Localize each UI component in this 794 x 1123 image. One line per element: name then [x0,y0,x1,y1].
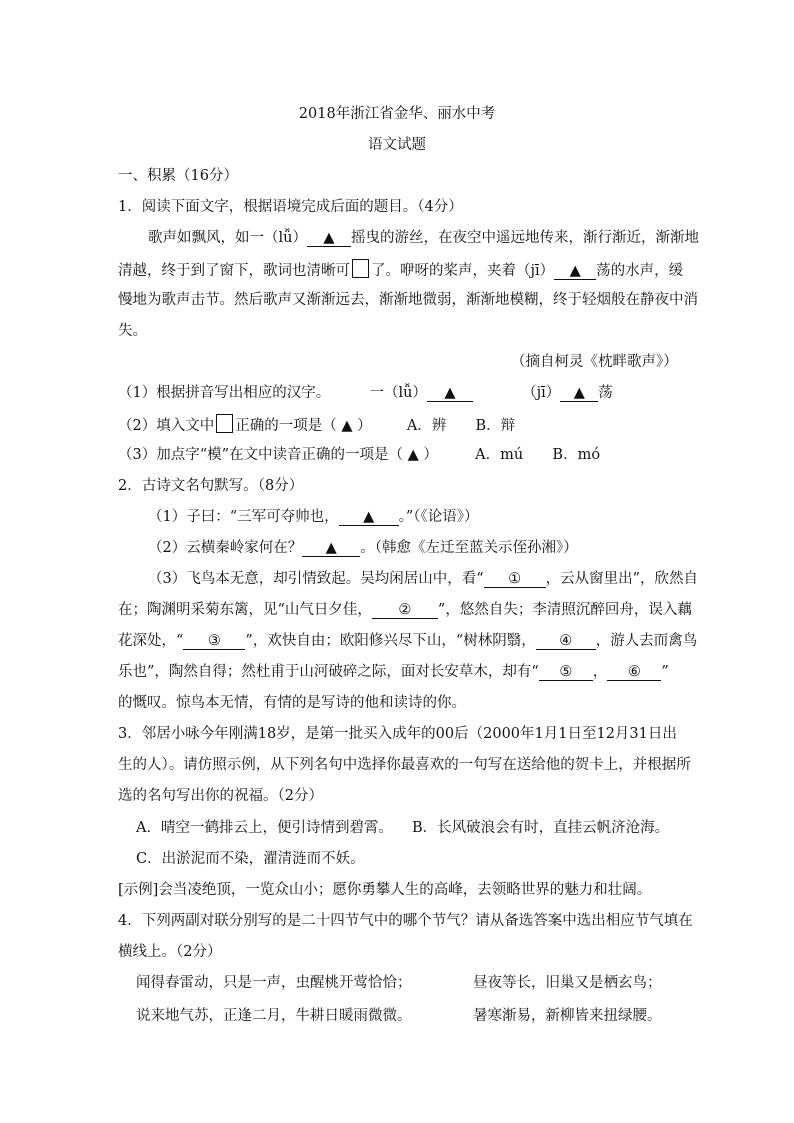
q4-couplet-1-lower: 说来地气苏，正逢二月，牛耕日暖雨微微。 [136,1008,412,1024]
q2-blank-2: ② [372,602,438,619]
q1-passage-line-1 [148,228,699,248]
section-heading: 一、积累（16分） [118,168,238,184]
q2-sub-2 [148,538,578,558]
q1-passage-text: 歌声如飘风，如一（lǚ） [148,230,307,246]
q2-sub-3-line-3 [118,631,697,651]
q2-sub-3-text: ，游人去而禽鸟 [595,633,698,649]
q3-stem-line-3: 选的名句写出你的祝福。（2分） [118,788,323,804]
q2-sub-3-line-5: 的慨叹。惊鸟本无情，有情的是写诗的他和读诗的你。 [118,695,466,711]
q1-sub-1-text: （jī） [522,385,561,401]
q3-stem-line-1: 3．邻居小咏今年刚满18岁，是第一批买入成年的00后（2000年1月1日至12月31日出 [118,726,677,742]
q1-blank-lv: ▲ [307,230,351,247]
q3-stem-line-2: 生的人）。请仿照示例，从下列名句中选择你最喜欢的一句写在送给他的贺卡上，并根据所 [118,757,691,773]
q2-sub-2-text: 。（韩愈《左迁至蓝关示侄孙湘》） [360,540,578,556]
q1-sub-3-text: （3）加点字“模”在文中读音正确的一项是（ ▲ ） [118,447,438,463]
q1-passage-text: 清越，终于到了窗下，歌词也清晰可 [118,263,350,279]
q1-stem: 1．阅读下面文字，根据语境完成后面的题目。（4分） [118,199,463,215]
q1-sub-1 [118,383,613,403]
q2-sub-3-text: ， [592,664,608,680]
q1-passage-line-3: 慢地为歌声击节。然后歌声又渐渐远去，渐渐地微弱，渐渐地模糊，终于轻烟般在静夜中消 [118,292,698,308]
q2-blank-3: ③ [183,633,245,650]
q1-sub-1-blank-a: ▲ [427,385,473,402]
q2-sub-3-text: 在；陶渊明采菊东篱，见“山气日夕佳， [118,602,372,618]
q2-sub-3-text: ，云从窗里出”，欣然自 [545,571,699,587]
exam-title: 2018年浙江省金华、丽水中考 [298,106,496,122]
q1-sub-1-blank-b: ▲ [560,385,598,402]
q1-sub-3-option-a: A．mú [475,447,524,463]
q1-source: （摘自柯灵《枕畔歌声》） [511,354,678,370]
q2-sub-2-text: （2）云横秦岭家何在？ [148,540,303,556]
q1-sub-1-text: 荡 [598,385,613,401]
q4-stem-line-2: 横线上。（2分） [118,944,222,960]
q2-sub-3-line-1 [148,569,698,589]
q1-passage-text: 了。咿呀的桨声，夹着（jī） [371,263,555,279]
q1-sub-2-text: 正确的一项是（ ▲ ） [235,418,372,434]
q1-sub-2-box [216,414,233,433]
q2-sub-1-text: 。”（《论语》） [398,509,479,525]
q2-sub-3-line-4 [118,662,669,682]
q2-sub-3-text: 花深处，“ [118,633,184,649]
q4-stem-line-1: 4．下列两副对联分别写的是二十四节气中的哪个节气？请从备选答案中选出相应节气填在 [118,913,693,929]
q1-sub-1-label: （1）根据拼音写出相应的汉字。 [118,385,331,401]
q4-couplet-2-upper: 昼夜等长，旧巢又是栖玄鸟； [473,975,662,991]
q2-blank-4: ④ [536,633,596,650]
q2-sub-1 [148,507,479,527]
q1-passage-text: 荡的水声，缓 [596,263,684,279]
q1-sub-2-option-a: A．辨 [406,418,447,434]
q1-sub-2 [118,414,515,436]
q2-sub-1-text: （1）子曰：“三军可夺帅也， [148,509,339,525]
q1-passage-line-2 [118,259,683,281]
q1-sub-3-option-b: B．mó [552,447,601,463]
q2-sub-3-text: ” [661,664,669,680]
q1-sub-2-text: （2）填入文中 [118,418,215,434]
q4-couplet-2-lower: 暑寒渐易，新柳皆来扭绿腰。 [473,1008,662,1024]
q1-sub-1-text: 一（lǚ） [369,385,427,401]
q1-sub-2-option-b: B．辩 [475,418,516,434]
q3-option-b: B．长风破浪会有时，直挂云帆济沧海。 [412,820,670,836]
q3-option-c: C．出淤泥而不染，濯清涟而不妖。 [136,851,365,867]
q2-sub-3-text: ”，欢快自由；欧阳修兴尽下山，“树林阴翳， [245,633,536,649]
q2-sub-3-text: 乐也”，陶然自得；然杜甫于山河破碎之际，面对长安草木，却有“ [118,664,539,680]
q2-blank-5: ⑤ [539,664,593,681]
exam-subtitle: 语文试题 [368,137,426,153]
q4-couplet-1-upper: 闻得春雷动，只是一声，虫醒桃开莺恰恰； [136,975,412,991]
q2-blank-6: ⑥ [607,664,661,681]
q1-blank-ji: ▲ [554,263,596,280]
q3-option-a: A．晴空一鹤排云上，便引诗情到碧霄。 [136,820,393,836]
q2-sub-3-text: （3）飞鸟本无意，却引情致起。吴均闲居山中，看“ [148,571,484,587]
q2-sub-2-blank: ▲ [302,540,360,557]
q1-passage-text: 摇曳的游丝，在夜空中遥远地传来，渐行渐近，渐渐地 [350,230,699,246]
q2-sub-3-text: ”，悠然自失；李清照沉醉回舟，误入藕 [437,602,692,618]
q2-stem: 2．古诗文名句默写。（8分） [118,478,304,494]
q1-sub-3 [118,445,600,465]
q3-example: [示例]会当凌绝顶，一览众山小；愿你勇攀人生的高峰，去领略世界的魅力和壮阔。 [118,882,652,898]
q2-sub-1-blank: ▲ [339,509,399,526]
q2-sub-3-line-2 [118,600,692,620]
q2-blank-1: ① [484,571,546,588]
q1-answer-box [352,259,369,278]
q1-passage-line-4: 失。 [118,323,147,339]
